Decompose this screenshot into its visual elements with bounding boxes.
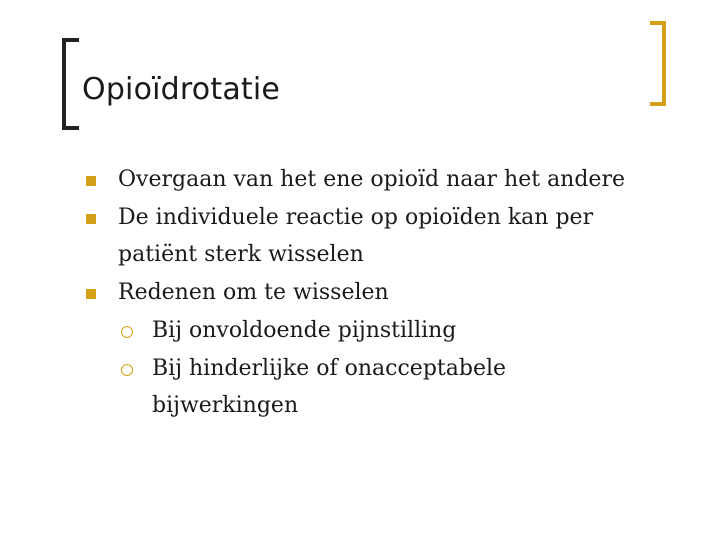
right-bracket-decoration [650,21,666,106]
circle-bullet-icon [121,364,133,376]
square-bullet-icon [86,214,96,224]
bullet-item-2-line-2: patiënt sterk wisselen [118,242,364,267]
square-bullet-icon [86,176,96,186]
square-bullet-icon [86,289,96,299]
sub-bullet-item-1-line-1: Bij onvoldoende pijnstilling [152,318,457,343]
bullet-item-2-line-1: De individuele reactie op opioïden kan per [118,205,594,230]
sub-bullet-item-2-line-2: bijwerkingen [152,393,299,418]
left-bracket-decoration [62,38,79,130]
sub-bullet-item-2-line-1: Bij hinderlijke of onacceptabele [152,356,507,381]
slide-title: Opioïdrotatie [82,72,281,107]
bullet-item-3-line-1: Redenen om te wisselen [118,280,389,305]
circle-bullet-icon [121,326,133,338]
bullet-item-1-line-1: Overgaan van het ene opioïd naar het andere [118,167,625,192]
